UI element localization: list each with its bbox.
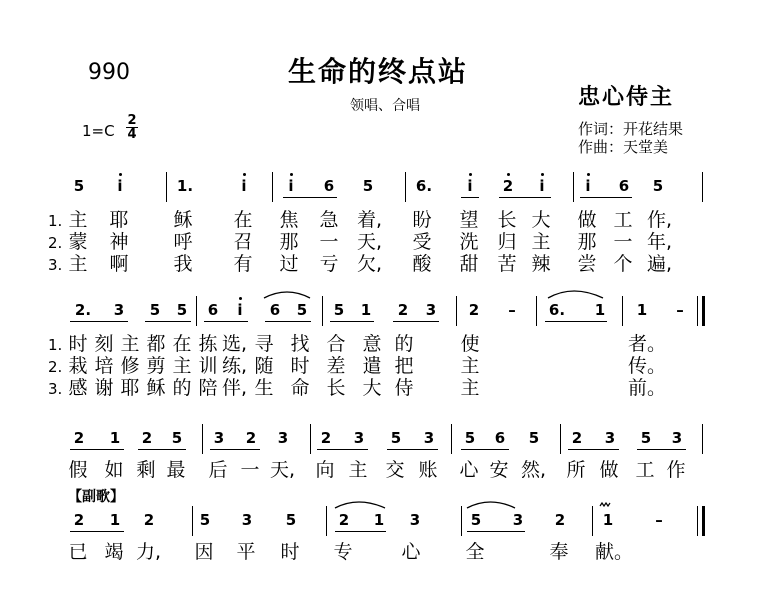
lyric-char: 过: [279, 253, 299, 275]
lyric-char: 受: [412, 231, 432, 253]
note: 1.: [176, 177, 194, 195]
lyric-char: 遣: [362, 355, 382, 377]
lyric-char: 者。: [628, 333, 667, 355]
note: 5: [296, 301, 308, 319]
lyric-char: 寻: [254, 333, 274, 355]
lyric-char: 向: [315, 459, 335, 481]
note: 5: [199, 511, 211, 529]
lyric-char: 心: [401, 541, 421, 563]
lyric-char: 呼: [173, 231, 193, 253]
note: 5: [171, 429, 183, 447]
note: 2: [571, 429, 583, 447]
lyric-char: 主: [460, 377, 480, 399]
note: 3: [277, 429, 289, 447]
lyric-char: 急: [319, 209, 339, 231]
verse-number: 3.: [48, 256, 63, 274]
page-title: 生命的终点站: [288, 55, 469, 88]
lyric-char: 天,: [357, 231, 383, 253]
lyric-char: 全: [465, 541, 485, 563]
note: 5: [470, 511, 482, 529]
lyric-char: 时: [68, 333, 88, 355]
note: 6: [269, 301, 281, 319]
tie: [548, 291, 603, 298]
note: i: [241, 177, 247, 195]
lyric-char: 使: [460, 333, 480, 355]
note: 2: [73, 429, 85, 447]
note: 1: [360, 301, 372, 319]
lyric-char: 刻: [94, 333, 114, 355]
lyric-char: 尝: [577, 253, 597, 275]
lyric-char: 主: [68, 253, 88, 275]
note: i: [539, 177, 545, 195]
note: 5: [652, 177, 664, 195]
lyric-char: 作,: [647, 209, 673, 231]
note: 6: [618, 177, 630, 195]
lyric-char: 那: [577, 231, 597, 253]
note: 5: [528, 429, 540, 447]
note: 3: [423, 429, 435, 447]
lyric-char: 耶: [109, 209, 129, 231]
lyric-char: 专: [333, 541, 353, 563]
lyric-char: 竭: [104, 541, 124, 563]
lyric-char: 拣: [198, 333, 218, 355]
note: 1: [636, 301, 648, 319]
note: 1: [594, 301, 606, 319]
lyric-char: 洗: [459, 231, 479, 253]
lyric-char: 个: [613, 253, 633, 275]
lyric-char: 酸: [412, 253, 432, 275]
lyric-char: 我: [173, 253, 193, 275]
lyric-char: 时: [290, 355, 310, 377]
note: 2: [397, 301, 409, 319]
lyric-char: 做: [599, 459, 619, 481]
lyric-char: 如: [104, 459, 124, 481]
lyric-char: 主: [120, 333, 140, 355]
note: 5: [390, 429, 402, 447]
lyric-char: 剪: [146, 355, 166, 377]
note: 6: [207, 301, 219, 319]
lyric-char: 召: [233, 231, 253, 253]
note: 2: [141, 429, 153, 447]
note: 2: [502, 177, 514, 195]
lyric-char: 命: [290, 377, 310, 399]
lyric-char: 差: [326, 355, 346, 377]
lyric-char: 感: [68, 377, 88, 399]
note: 5: [640, 429, 652, 447]
lyric-char: 陪: [198, 377, 218, 399]
lyric-char: 合: [326, 333, 346, 355]
note: 1: [109, 511, 121, 529]
lyric-char: 平: [236, 541, 256, 563]
note: 3: [241, 511, 253, 529]
lyric-char: 伴,: [222, 377, 248, 399]
verse-number: 1.: [48, 212, 63, 230]
lyric-char: 力,: [136, 541, 162, 563]
fermata-mark: [600, 503, 610, 506]
note: –: [655, 511, 663, 529]
lyric-char: 找: [290, 333, 310, 355]
note: 2: [73, 511, 85, 529]
note: 1: [373, 511, 385, 529]
note: 3: [604, 429, 616, 447]
lyric-char: 一: [240, 459, 260, 481]
lyric-char: 练,: [222, 355, 248, 377]
lyric-char: 把: [394, 355, 414, 377]
note: 5: [176, 301, 188, 319]
tie: [467, 502, 515, 508]
note: 3: [213, 429, 225, 447]
tie: [335, 502, 385, 508]
note: 5: [333, 301, 345, 319]
lyric-char: 欠,: [357, 253, 383, 275]
note: 2: [468, 301, 480, 319]
lyric-char: 培: [94, 355, 114, 377]
note: 2: [245, 429, 257, 447]
lyric-char: 训: [198, 355, 218, 377]
lyric-char: 亏: [319, 253, 339, 275]
key-signature: 1=C: [82, 122, 115, 140]
lyric-char: 耶: [120, 377, 140, 399]
note: 6.: [415, 177, 433, 195]
lyric-char: 长: [326, 377, 346, 399]
note: 5: [285, 511, 297, 529]
note: 6.: [548, 301, 566, 319]
verse-number: 1.: [48, 336, 63, 354]
lyric-char: 甜: [459, 253, 479, 275]
lyric-char: 焦: [279, 209, 299, 231]
note: 2: [320, 429, 332, 447]
lyric-char: 最: [166, 459, 186, 481]
note: 3: [113, 301, 125, 319]
time-bottom: 4: [127, 127, 137, 142]
note: i: [117, 177, 123, 195]
lyric-char: 蒙: [68, 231, 88, 253]
note: –: [508, 301, 516, 319]
lyric-char: 遍,: [647, 253, 673, 275]
note: i: [237, 301, 243, 319]
verse-number: 2.: [48, 358, 63, 376]
verse-number: 3.: [48, 380, 63, 398]
lyric-char: 账: [418, 459, 438, 481]
note: 3: [512, 511, 524, 529]
note: 6: [494, 429, 506, 447]
lyric-char: 后: [208, 459, 228, 481]
lyric-char: 稣: [173, 209, 193, 231]
verse-number: 2.: [48, 234, 63, 252]
composer: 作曲：天堂美: [578, 138, 669, 156]
note: 2.: [74, 301, 92, 319]
lyric-char: 在: [172, 333, 192, 355]
lyric-char: 侍: [394, 377, 414, 399]
subtitle: 领唱、合唱: [350, 98, 420, 114]
note: 2: [554, 511, 566, 529]
lyric-char: 安: [489, 459, 509, 481]
motto: 忠心侍主: [578, 85, 675, 110]
lyric-char: 在: [233, 209, 253, 231]
lyric-char: 生: [254, 377, 274, 399]
lyric-char: 的: [394, 333, 414, 355]
lyric-char: 传。: [628, 355, 667, 377]
lyric-char: 稣: [146, 377, 166, 399]
lyric-char: 因: [194, 541, 214, 563]
lyric-char: 献。: [595, 541, 634, 563]
lyric-char: 盼: [412, 209, 432, 231]
lyric-char: 心: [459, 459, 479, 481]
lyric-char: 交: [385, 459, 405, 481]
note: 5: [464, 429, 476, 447]
time-top: 2: [127, 113, 137, 128]
note: 3: [353, 429, 365, 447]
lyric-char: 啊: [109, 253, 129, 275]
lyric-char: 谢: [94, 377, 114, 399]
lyric-char: 大: [531, 209, 551, 231]
note: 3: [671, 429, 683, 447]
lyric-char: 苦: [497, 253, 517, 275]
chorus-label: 【副歌】: [68, 489, 124, 505]
lyric-char: 意: [362, 333, 382, 355]
lyric-char: 奉: [549, 541, 569, 563]
lyric-char: 主: [348, 459, 368, 481]
lyric-char: 神: [109, 231, 129, 253]
lyric-char: 那: [279, 231, 299, 253]
lyric-char: 修: [120, 355, 140, 377]
lyricist: 作词：开花结果: [578, 120, 684, 138]
lyric-char: 主: [460, 355, 480, 377]
lyric-char: 都: [146, 333, 166, 355]
note: 3: [425, 301, 437, 319]
note: 1: [602, 511, 614, 529]
note: 5: [149, 301, 161, 319]
lyric-char: 主: [172, 355, 192, 377]
lyric-char: 着,: [357, 209, 383, 231]
lyric-char: 大: [362, 377, 382, 399]
note: i: [467, 177, 473, 195]
lyric-char: 主: [68, 209, 88, 231]
note: 3: [409, 511, 421, 529]
lyric-char: 随: [254, 355, 274, 377]
lyric-char: 已: [68, 541, 88, 563]
note: i: [288, 177, 294, 195]
lyric-char: 栽: [68, 355, 88, 377]
lyric-char: 前。: [628, 377, 667, 399]
lyric-char: 的: [172, 377, 192, 399]
note: 2: [338, 511, 350, 529]
lyric-char: 有: [233, 253, 253, 275]
lyric-char: 一: [319, 231, 339, 253]
lyric-char: 长: [497, 209, 517, 231]
lyric-char: 工: [613, 209, 633, 231]
tie: [264, 292, 310, 298]
lyric-char: 一: [613, 231, 633, 253]
lyric-char: 工: [635, 459, 655, 481]
lyric-char: 作: [666, 459, 686, 481]
hymn-number: 990: [88, 60, 130, 85]
lyric-char: 然,: [521, 459, 547, 481]
note: 1: [109, 429, 121, 447]
note: 6: [323, 177, 335, 195]
note: 5: [362, 177, 374, 195]
lyric-char: 所: [566, 459, 586, 481]
note: –: [676, 301, 684, 319]
lyric-char: 时: [280, 541, 300, 563]
lyric-char: 主: [531, 231, 551, 253]
lyric-char: 年,: [647, 231, 673, 253]
lyric-char: 假: [68, 459, 88, 481]
note: 2: [143, 511, 155, 529]
lyric-char: 望: [459, 209, 479, 231]
lyric-char: 辣: [531, 253, 551, 275]
lyric-char: 做: [577, 209, 597, 231]
note: 5: [73, 177, 85, 195]
lyric-char: 剩: [136, 459, 156, 481]
note: i: [585, 177, 591, 195]
lyric-char: 选,: [222, 333, 248, 355]
lyric-char: 天,: [270, 459, 296, 481]
lyric-char: 归: [497, 231, 517, 253]
